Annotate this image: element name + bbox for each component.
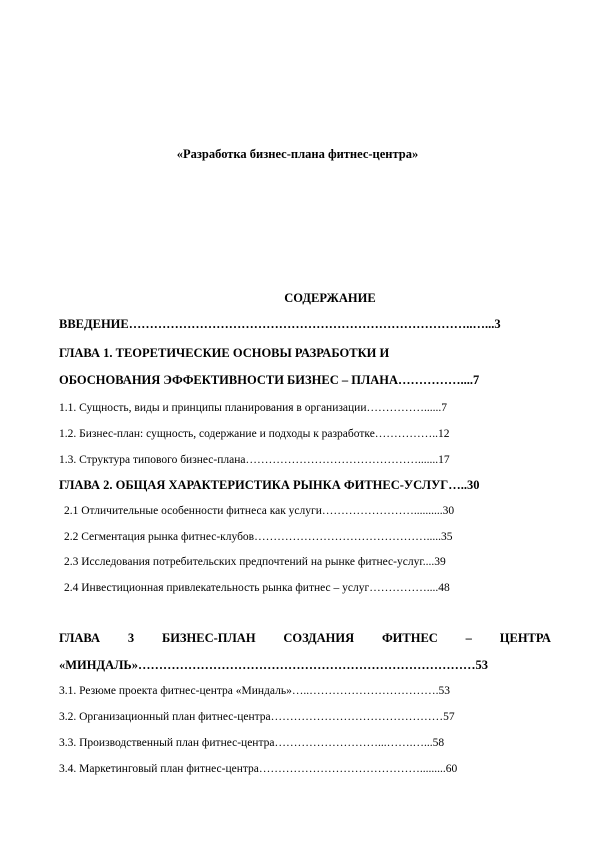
toc-entry-introduction: ВВЕДЕНИЕ………………………………………………………………………..…...3 <box>59 317 501 331</box>
toc-entry-2-4: 2.4 Инвестиционная привлекательность рынка фитнес – услуг……………....48 <box>64 582 450 594</box>
toc-entry-1-3: 1.3. Структура типового бизнес-плана……………………………………….......17 <box>59 454 450 466</box>
toc-entry-2-1: 2.1 Отличительные особенности фитнеса как услуги……………………..........30 <box>64 505 455 517</box>
toc-entry-chapter-3-line-1 <box>59 632 551 645</box>
toc-entry-chapter-2: ГЛАВА 2. ОБЩАЯ ХАРАКТЕРИСТИКА РЫНКА ФИТНЕС-УСЛУГ…..30 <box>59 478 480 492</box>
toc-entry-chapter-1-line-2: ОБОСНОВАНИЯ ЭФФЕКТИВНОСТИ БИЗНЕС – ПЛАНА……………....7 <box>59 373 480 387</box>
chapter-3-word: СОЗДАНИЯ <box>283 631 355 645</box>
toc-entry-3-3: 3.3. Производственный план фитнес-центра………………………...…….…...58 <box>59 737 445 749</box>
toc-entry-3-4: 3.4. Маркетинговый план фитнес-центра…………………………………….........60 <box>59 763 458 775</box>
toc-entry-2-3: 2.3 Исследования потребительских предпочтений на рынке фитнес-услуг....39 <box>64 556 446 568</box>
toc-entry-3-2: 3.2. Организационный план фитнес-центра………………………………………57 <box>59 711 455 723</box>
chapter-3-word: ФИТНЕС <box>381 631 438 645</box>
toc-entry-chapter-1-line-1: ГЛАВА 1. ТЕОРЕТИЧЕСКИЕ ОСНОВЫ РАЗРАБОТКИ И <box>59 346 390 360</box>
toc-entry-1-1: 1.1. Сущность, виды и принципы планирования в организации……………......7 <box>59 402 447 414</box>
chapter-3-word: БИЗНЕС-ПЛАН <box>161 631 256 645</box>
toc-entry-3-1: 3.1. Резюме проекта фитнес-центра «Миндаль»…..…………………………….53 <box>59 685 450 697</box>
chapter-3-word: ГЛАВА <box>59 631 100 645</box>
document-subtitle: «Разработка бизнес-плана фитнес-центра» <box>176 147 419 161</box>
chapter-3-word: 3 <box>127 631 135 645</box>
chapter-3-word: ЦЕНТРА <box>499 631 551 645</box>
toc-entry-1-2: 1.2. Бизнес-план: сущность, содержание и подходы к разработке……………..12 <box>59 428 450 440</box>
chapter-3-word: – <box>465 631 472 645</box>
toc-entry-chapter-3-line-2: «МИНДАЛЬ»………………………………………………………………………53 <box>59 658 488 672</box>
toc-entry-2-2: 2.2 Сегментация рынка фитнес-клубов……………………………………….....35 <box>64 531 453 543</box>
toc-title: СОДЕРЖАНИЕ <box>284 291 376 305</box>
